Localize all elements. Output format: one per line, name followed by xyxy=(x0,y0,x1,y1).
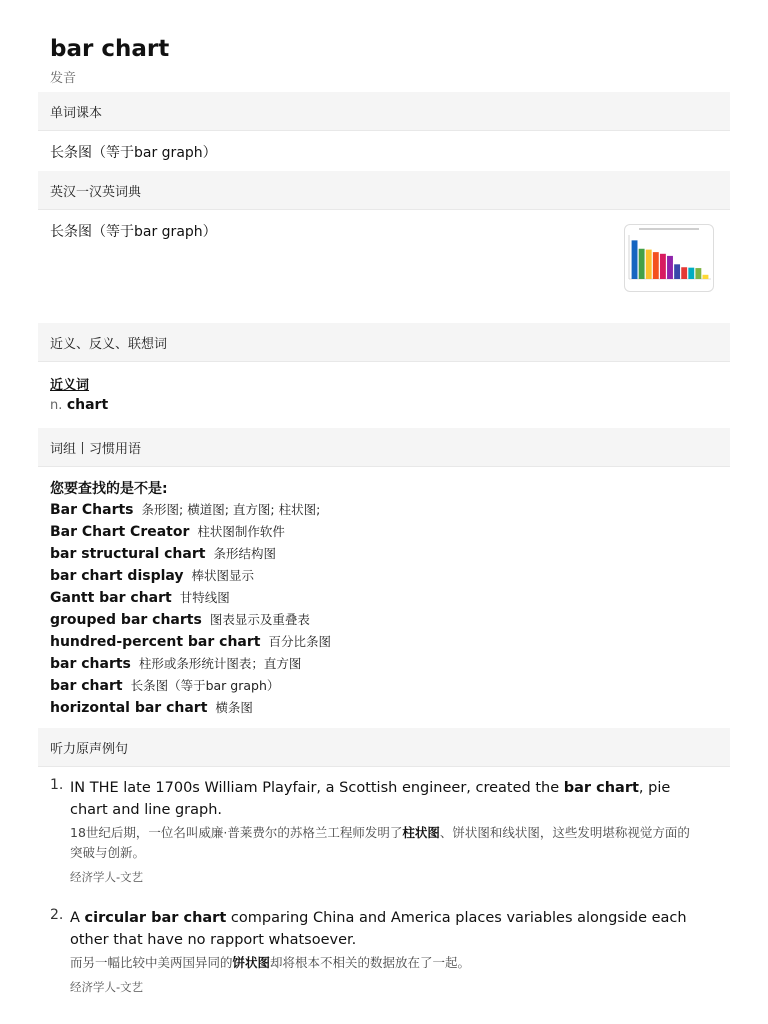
synonym-entry xyxy=(50,397,108,413)
phrase-item[interactable] xyxy=(50,544,710,566)
example-en-before: IN THE late 1700s William Playfair, a Scottish engineer, created the xyxy=(70,780,564,796)
section-heading: 英汉一汉英词典 xyxy=(50,185,142,200)
phrase-item[interactable] xyxy=(50,610,710,632)
dictionary-definition: 长条图（等于bar graph） xyxy=(50,224,217,240)
phrase-zh: 图表显示及重叠表 xyxy=(209,612,310,627)
section-header-dictionary[interactable] xyxy=(38,171,730,210)
bar-chart-thumbnail[interactable] xyxy=(624,224,714,292)
example-zh-before: 而另一幅比较中美两国异同的 xyxy=(70,955,233,970)
phrase-zh: 条形结构图 xyxy=(213,546,276,561)
thumbnail-bar xyxy=(703,275,709,279)
example-zh-keyword: 柱状图 xyxy=(402,825,440,840)
example-en-before: A xyxy=(70,910,85,926)
phrase-suggestion-prompt: 您要查找的是不是: xyxy=(50,481,168,497)
phrase-zh: 横条图 xyxy=(215,700,253,715)
example-number: 2. xyxy=(50,907,64,923)
thumbnail-bar xyxy=(653,252,659,279)
phrase-en[interactable]: Bar Chart Creator xyxy=(50,524,190,540)
section-header-synonyms[interactable] xyxy=(38,323,730,362)
phrase-zh: 百分比条图 xyxy=(268,634,331,649)
phrase-zh: 条形图; 横道图; 直方图; 柱状图; xyxy=(141,502,321,517)
example-zh xyxy=(70,953,690,973)
example-en-after: , pie chart and line graph. xyxy=(70,780,671,818)
section-header-examples[interactable] xyxy=(38,728,730,767)
synonyms-subheading[interactable]: 近义词 xyxy=(50,378,90,393)
section-header-phrases[interactable] xyxy=(38,428,730,467)
phrase-en[interactable]: bar structural chart xyxy=(50,546,206,562)
phrase-item[interactable] xyxy=(50,676,710,698)
phrase-zh: 甘特线图 xyxy=(179,590,230,605)
thumbnail-bar xyxy=(688,268,694,279)
part-of-speech: n. xyxy=(50,398,63,413)
phrase-en[interactable]: Gantt bar chart xyxy=(50,590,172,606)
entry-word: bar chart xyxy=(50,36,170,62)
phrase-item[interactable] xyxy=(50,500,710,522)
example-en-keyword: bar chart xyxy=(563,780,639,796)
phrase-en[interactable]: bar chart xyxy=(50,678,123,694)
synonym-word[interactable]: chart xyxy=(66,397,109,413)
thumbnail-bar xyxy=(632,240,638,279)
phrase-en[interactable]: grouped bar charts xyxy=(50,612,202,628)
phrase-zh: 柱状图制作软件 xyxy=(197,524,285,539)
example-en-keyword: circular bar chart xyxy=(84,910,227,926)
phrase-en[interactable]: hundred-percent bar chart xyxy=(50,634,261,650)
example-zh xyxy=(70,823,690,863)
section-heading: 单词课本 xyxy=(50,106,103,121)
example-zh-keyword: 饼状图 xyxy=(232,955,271,970)
phrase-en[interactable]: horizontal bar chart xyxy=(50,700,208,716)
example-source[interactable]: 经济学人-文艺 xyxy=(70,870,144,884)
thumbnail-bar xyxy=(646,250,652,279)
phrase-zh: 长条图（等于bar graph） xyxy=(130,678,280,693)
thumbnail-title-bar xyxy=(639,228,699,230)
phrase-zh: 柱形或条形统计图表；直方图 xyxy=(138,656,302,671)
phrase-en[interactable]: bar charts xyxy=(50,656,131,672)
phrase-en[interactable]: bar chart display xyxy=(50,568,184,584)
phrase-item[interactable] xyxy=(50,632,710,654)
thumbnail-bar xyxy=(667,256,673,279)
pronunciation-link[interactable]: 发音 xyxy=(50,71,77,86)
example-number: 1. xyxy=(50,777,64,793)
phrase-item[interactable] xyxy=(50,654,710,676)
example-en xyxy=(70,907,690,951)
phrase-item[interactable] xyxy=(50,698,710,720)
example-zh-after: 却将根本不相关的数据放在了一起。 xyxy=(270,955,471,970)
section-heading: 近义、反义、联想词 xyxy=(50,337,168,352)
thumbnail-chart xyxy=(625,225,713,291)
section-heading: 听力原声例句 xyxy=(50,742,129,757)
example-zh-after: 、饼状图和线状图，这些发明堪称视觉方面的突破与创新。 xyxy=(70,825,690,860)
phrase-item[interactable] xyxy=(50,566,710,588)
example-en-after: comparing China and America places variables alongside each other that have no rapport whatsoever. xyxy=(70,910,687,948)
thumbnail-bar xyxy=(695,268,701,279)
thumbnail-bar xyxy=(660,254,666,279)
thumbnail-bar xyxy=(674,264,680,279)
phrase-en[interactable]: Bar Charts xyxy=(50,502,134,518)
thumbnail-bar xyxy=(681,267,687,279)
example-en xyxy=(70,777,690,821)
phrase-item[interactable] xyxy=(50,522,710,544)
example-zh-before: 18世纪后期，一位名叫威廉·普莱费尔的苏格兰工程师发明了 xyxy=(70,825,403,840)
section-heading: 词组丨习惯用语 xyxy=(50,442,142,457)
phrase-zh: 棒状图显示 xyxy=(191,568,255,583)
section-header-textbook[interactable] xyxy=(38,92,730,131)
textbook-definition: 长条图（等于bar graph） xyxy=(50,145,217,161)
thumbnail-bar xyxy=(639,249,645,279)
example-source[interactable]: 经济学人-文艺 xyxy=(70,980,144,994)
phrase-item[interactable] xyxy=(50,588,710,610)
